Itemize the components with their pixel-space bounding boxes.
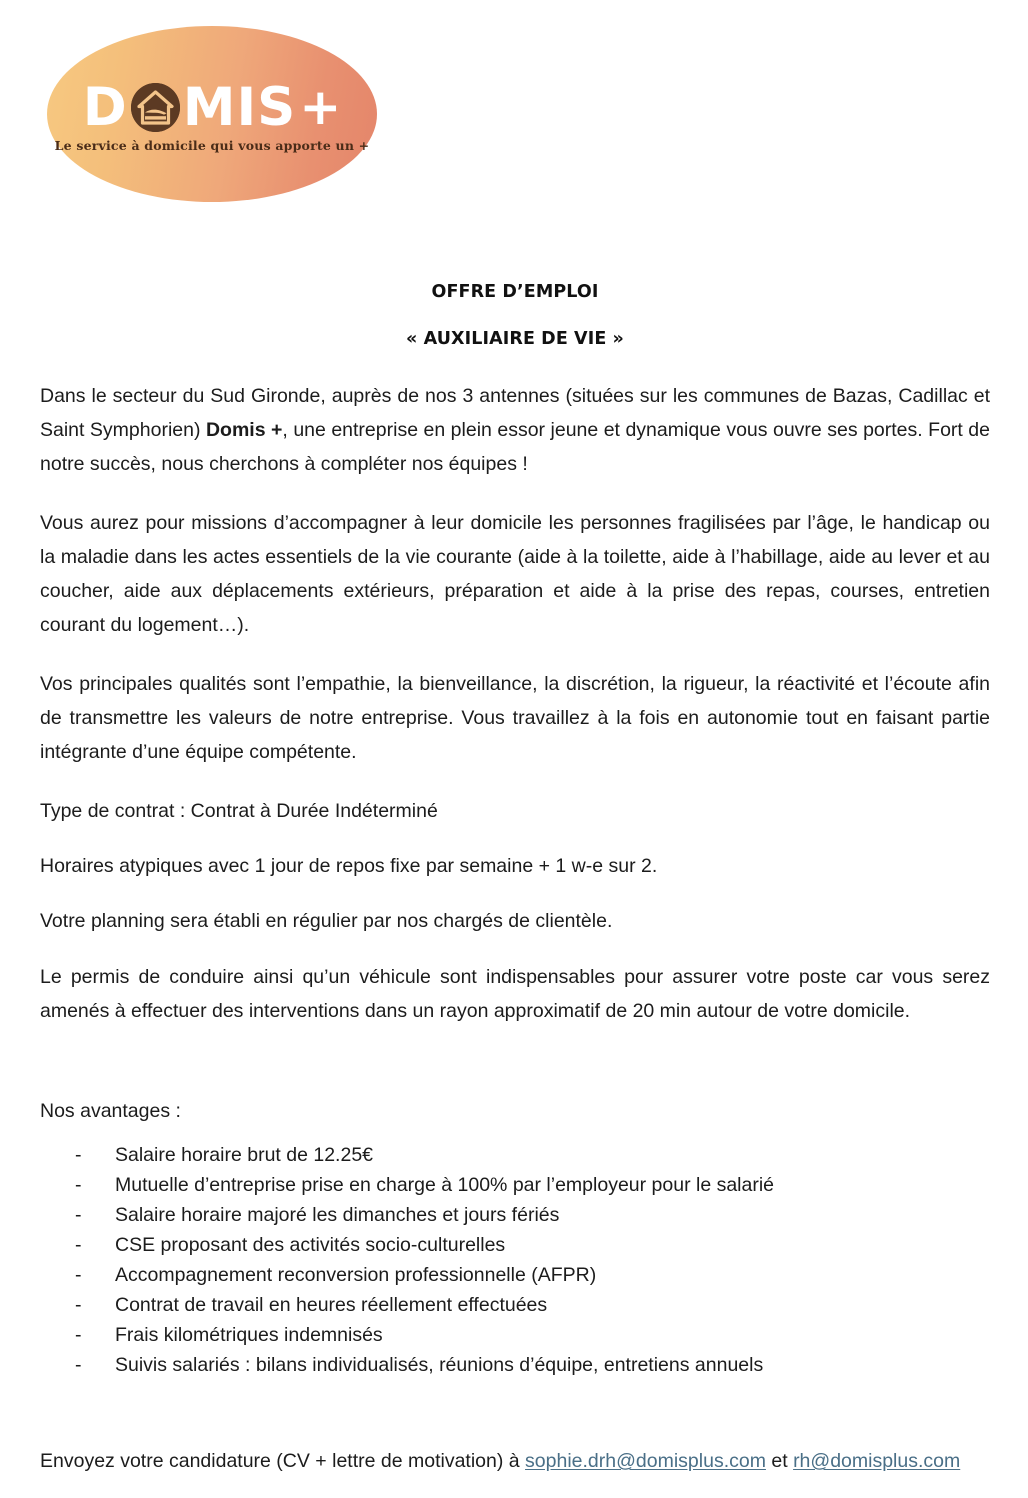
- paragraph-planning: Votre planning sera établi en régulier par nos chargés de clientèle.: [40, 910, 613, 932]
- list-item-label: Salaire horaire brut de 12.25€: [115, 1144, 374, 1166]
- contact-text-middle: et: [765, 1450, 794, 1472]
- email-link-rh[interactable]: rh@domisplus.com: [793, 1450, 961, 1472]
- list-dash-marker: -: [75, 1354, 82, 1376]
- list-dash-marker: -: [75, 1234, 82, 1256]
- job-offer-document: [40, 0, 990, 1498]
- advantages-heading: Nos avantages :: [40, 1100, 181, 1122]
- company-name-bold: Domis +: [205, 419, 283, 441]
- email-link-sophie[interactable]: sophie.drh@domisplus.com: [525, 1450, 766, 1472]
- intro-text-after: , une entreprise en plein essor jeune et dynamique vous ouvre ses portes. Fort de notre succès, nous cherchons à compléter nos équipes !: [40, 419, 990, 475]
- advantages-list: [40, 1140, 990, 1380]
- logo-letters-mis: MIS: [182, 76, 297, 138]
- list-dash-marker: -: [75, 1174, 82, 1196]
- logo-letter-d: D: [82, 76, 128, 138]
- list-item: [40, 1140, 990, 1170]
- list-item-label: CSE proposant des activités socio-culturelles: [115, 1234, 506, 1256]
- list-item-label: Frais kilométriques indemnisés: [115, 1324, 383, 1346]
- paragraph-missions: Vous aurez pour missions d’accompagner à leur domicile les personnes fragilisées par l’âge, le handicap ou la maladie dans les actes essentiels de la vie courante (aide à la toilette, aide à l’habillage, aide au lever et au coucher, aide aux déplacements extérieurs, préparation et aide à la prise des repas, courses, entretien courant du logement…).: [40, 512, 990, 636]
- list-item: [40, 1260, 990, 1290]
- paragraph-driving-licence: Le permis de conduire ainsi qu’un véhicule sont indispensables pour assurer votre poste car vous serez amenés à effectuer des interventions dans un rayon approximatif de 20 min autour de votre domicile.: [40, 966, 990, 1022]
- list-dash-marker: -: [75, 1324, 82, 1346]
- list-item: [40, 1350, 990, 1380]
- logo-tagline: Le service à domicile qui vous apporte un +: [54, 138, 370, 153]
- paragraph-contract-type: Type de contrat : Contrat à Durée Indéterminé: [40, 800, 438, 822]
- list-item: [40, 1320, 990, 1350]
- list-dash-marker: -: [75, 1294, 82, 1316]
- logo-plus-symbol: +: [299, 78, 342, 136]
- list-item: [40, 1290, 990, 1320]
- list-item: [40, 1200, 990, 1230]
- paragraph-intro: [40, 379, 990, 481]
- intro-text-before: Dans le secteur du Sud Gironde, auprès de nos 3 antennes (situées sur les communes de Bazas, Cadillac et Saint Symphorien): [40, 385, 990, 441]
- list-dash-marker: -: [75, 1144, 82, 1166]
- page-title-poste: « AUXILIAIRE DE VIE »: [406, 329, 624, 349]
- list-item-label: Salaire horaire majoré les dimanches et jours fériés: [115, 1204, 560, 1226]
- paragraph-contact: [40, 1444, 990, 1478]
- list-item-label: Mutuelle d’entreprise prise en charge à 100% par l’employeur pour le salarié: [115, 1174, 775, 1196]
- list-dash-marker: -: [75, 1264, 82, 1286]
- contact-text-before: Envoyez votre candidature (CV + lettre de motivation) à: [40, 1450, 526, 1472]
- list-dash-marker: -: [75, 1204, 82, 1226]
- paragraph-schedule: Horaires atypiques avec 1 jour de repos fixe par semaine + 1 w-e sur 2.: [40, 855, 658, 877]
- paragraph-qualities: Vos principales qualités sont l’empathie, la bienveillance, la discrétion, la rigueur, la réactivité et l’écoute afin de transmettre les valeurs de notre entreprise. Vous travaillez à la fois en autonomie tout en faisant partie intégrante d’une équipe compétente.: [40, 673, 990, 763]
- list-item: [40, 1170, 990, 1200]
- list-item-label: Accompagnement reconversion professionnelle (AFPR): [115, 1264, 597, 1286]
- page-title-offre: OFFRE D’EMPLOI: [431, 282, 599, 302]
- list-item: [40, 1230, 990, 1260]
- list-item-label: Suivis salariés : bilans individualisés, réunions d’équipe, entretiens annuels: [115, 1354, 764, 1376]
- list-item-label: Contrat de travail en heures réellement effectuées: [115, 1294, 548, 1316]
